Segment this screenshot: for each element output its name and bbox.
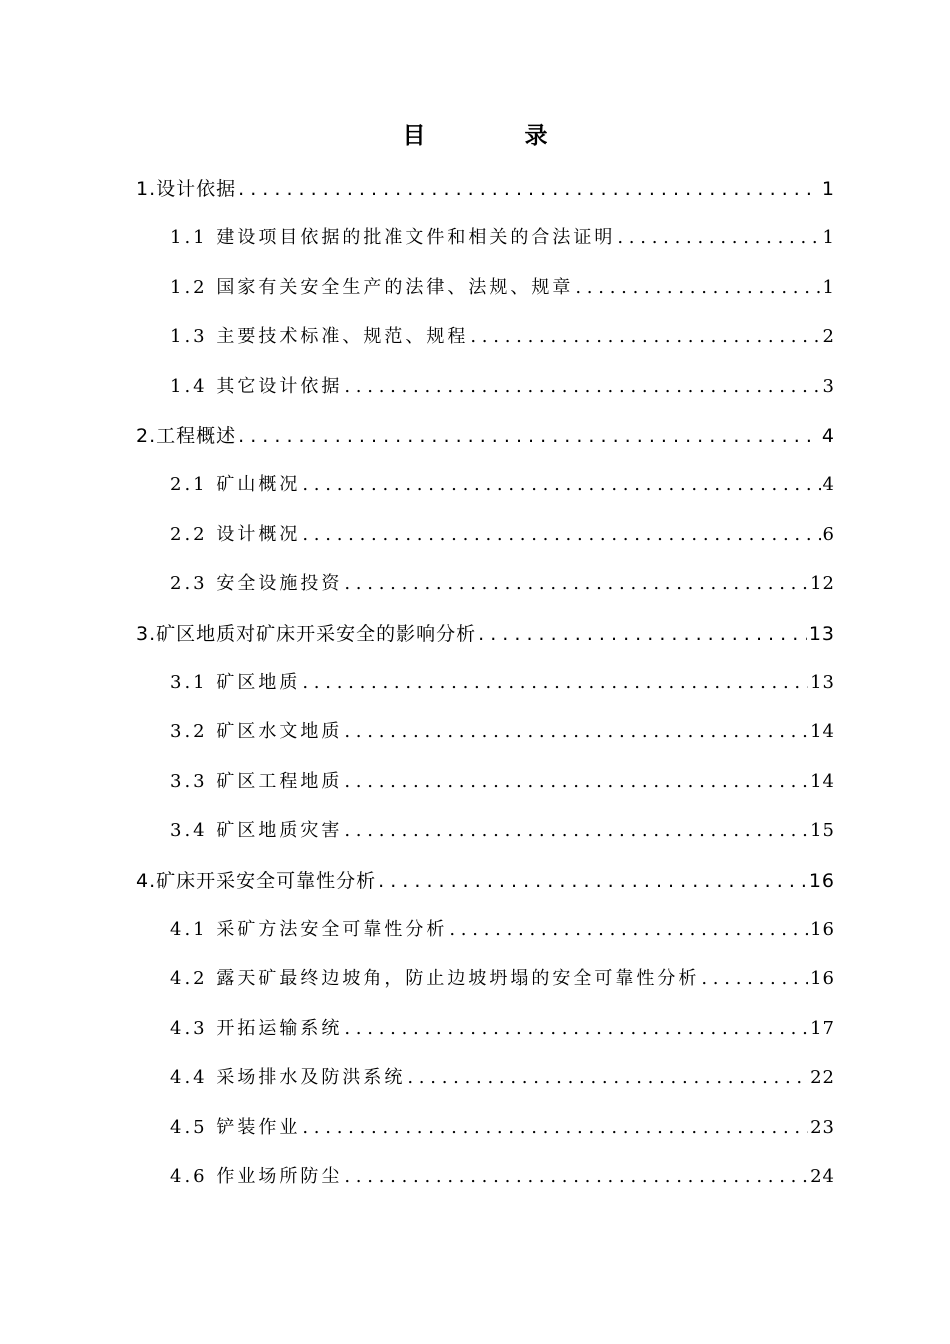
toc-leader xyxy=(344,767,808,797)
toc-entry-label: 4.矿床开采安全可靠性分析 xyxy=(136,870,377,892)
toc-entry-page: 16 xyxy=(810,919,835,940)
toc-entry-page: 23 xyxy=(810,1117,835,1138)
toc-entry-page: 2 xyxy=(822,326,835,347)
toc-entry-1-3[interactable] xyxy=(170,322,835,352)
toc-entry-page: 16 xyxy=(808,870,835,892)
toc-entry-1-2[interactable] xyxy=(170,273,835,303)
toc-entry-2-2[interactable] xyxy=(170,520,835,550)
toc-entry-3-1[interactable] xyxy=(170,668,835,698)
toc-entry-page: 1 xyxy=(821,178,835,200)
toc-entry-1-1[interactable] xyxy=(170,223,835,253)
toc-leader xyxy=(617,223,820,253)
toc-entry-3[interactable] xyxy=(136,619,835,649)
toc-entry-label: 1.4 其它设计依据 xyxy=(170,376,343,397)
toc-entry-page: 14 xyxy=(810,771,835,792)
toc-entry-1[interactable] xyxy=(136,174,835,204)
toc-leader xyxy=(344,569,808,599)
toc-entry-label: 1.设计依据 xyxy=(136,178,237,200)
toc-entry-page: 6 xyxy=(822,524,835,545)
toc-leader xyxy=(344,717,808,747)
toc-entry-page: 16 xyxy=(810,968,835,989)
toc-leader xyxy=(407,1063,808,1093)
toc-entry-page: 14 xyxy=(810,721,835,742)
toc-entry-4-3[interactable] xyxy=(170,1014,835,1044)
toc-entry-page: 4 xyxy=(821,425,835,447)
toc-leader xyxy=(238,174,820,204)
toc-entry-2[interactable] xyxy=(136,421,835,451)
toc-leader xyxy=(302,668,808,698)
page-title: 目 录 xyxy=(402,123,586,149)
toc-entry-label: 3.2 矿区水文地质 xyxy=(170,721,343,742)
toc-leader xyxy=(701,964,808,994)
toc-leader xyxy=(470,322,820,352)
toc-entry-page: 1 xyxy=(822,227,835,248)
toc-entry-label: 1.3 主要技术标准、规范、规程 xyxy=(170,326,469,347)
toc-entry-label: 3.4 矿区地质灾害 xyxy=(170,820,343,841)
toc-entry-page: 3 xyxy=(822,376,835,397)
toc-leader xyxy=(478,619,807,649)
toc-entry-1-4[interactable] xyxy=(170,372,835,402)
toc-leader xyxy=(449,915,808,945)
toc-entry-label: 1.1 建设项目依据的批准文件和相关的合法证明 xyxy=(170,227,616,248)
toc-leader xyxy=(575,273,820,303)
toc-entry-2-1[interactable] xyxy=(170,470,835,500)
toc-leader xyxy=(302,520,820,550)
toc-entry-page: 17 xyxy=(810,1018,835,1039)
toc-entry-4-1[interactable] xyxy=(170,915,835,945)
toc-entry-label: 4.6 作业场所防尘 xyxy=(170,1166,343,1187)
toc-entry-4-5[interactable] xyxy=(170,1113,835,1143)
toc-entry-page: 15 xyxy=(810,820,835,841)
toc-entry-3-2[interactable] xyxy=(170,717,835,747)
toc-entry-label: 4.3 开拓运输系统 xyxy=(170,1018,343,1039)
toc-entry-label: 2.2 设计概况 xyxy=(170,524,301,545)
toc-entry-label: 4.2 露天矿最终边坡角，防止边坡坍塌的安全可靠性分析 xyxy=(170,968,700,989)
toc-entry-label: 4.5 铲装作业 xyxy=(170,1117,301,1138)
toc-entry-label: 3.矿区地质对矿床开采安全的影响分析 xyxy=(136,623,477,645)
toc-entry-label: 4.1 采矿方法安全可靠性分析 xyxy=(170,919,448,940)
toc-entry-label: 2.工程概述 xyxy=(136,425,237,447)
toc-entry-label: 4.4 采场排水及防洪系统 xyxy=(170,1067,406,1088)
toc-entry-page: 13 xyxy=(810,672,835,693)
toc-entry-page: 12 xyxy=(810,573,835,594)
toc-entry-3-3[interactable] xyxy=(170,767,835,797)
toc-entry-page: 4 xyxy=(822,474,835,495)
toc-entry-page: 24 xyxy=(810,1166,835,1187)
toc-leader xyxy=(344,372,820,402)
toc-leader xyxy=(344,1014,808,1044)
toc-entry-label: 2.1 矿山概况 xyxy=(170,474,301,495)
toc-leader xyxy=(378,866,807,896)
toc-entry-page: 1 xyxy=(822,277,835,298)
toc-leader xyxy=(302,1113,808,1143)
toc-entry-label: 3.1 矿区地质 xyxy=(170,672,301,693)
toc-entry-4[interactable] xyxy=(136,866,835,896)
toc-entry-4-2[interactable] xyxy=(170,964,835,994)
toc-entry-label: 2.3 安全设施投资 xyxy=(170,573,343,594)
toc-entry-page: 13 xyxy=(808,623,835,645)
toc-entry-4-4[interactable] xyxy=(170,1063,835,1093)
toc-entry-page: 22 xyxy=(810,1067,835,1088)
toc-leader xyxy=(302,470,820,500)
toc-entry-label: 1.2 国家有关安全生产的法律、法规、规章 xyxy=(170,277,574,298)
toc-entry-4-6[interactable] xyxy=(170,1162,835,1192)
toc-leader xyxy=(344,816,808,846)
toc-entry-3-4[interactable] xyxy=(170,816,835,846)
toc-leader xyxy=(344,1162,808,1192)
toc-entry-2-3[interactable] xyxy=(170,569,835,599)
toc-entry-label: 3.3 矿区工程地质 xyxy=(170,771,343,792)
toc-leader xyxy=(238,421,820,451)
